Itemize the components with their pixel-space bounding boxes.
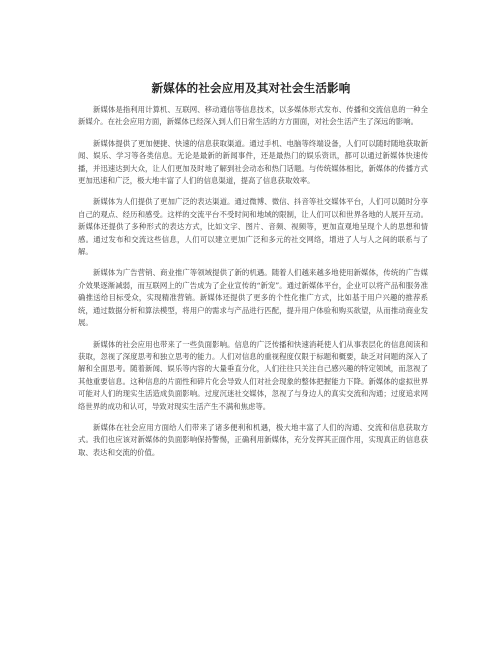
document-body (78, 104, 428, 468)
paragraph-negative-effects: 新媒体的社会应用也带来了一些负面影响。信息的广泛传播和快速消耗使人们从事表层化的信息阅读和获取，忽视了深度思考和独立思考的能力。人们对信息的重视程度仅限于标题和概要，缺乏对问题的深入了解和全面思考。随着新闻、娱乐等内容的大量垂直分化，人们往往只关注自己感兴趣的特定领域，而忽视了其他重要信息。这种信息的片面性和碎片化会导致人们对社会现象的整体把握能力下降。新媒体的虚拟世界可能对人们的现实生活造成负面影响。过度沉迷社交媒体，忽视了与身边人的真实交流和沟通；过度追求网络世界的成功和认可，导致对现实生活产生不满和焦虑等。 (78, 339, 428, 411)
paragraph-expression-channels: 新媒体为人们提供了更加广泛的表达渠道。通过微博、微信、抖音等社交媒体平台，人们可以随时分享自己的观点、经历和感受。这样的交流平台不受时间和地域的限制，让人们可以和世界各地的人展开互动。新媒体还提供了多种形式的表达方式，比如文字、图片、音频、视频等，更加直观地呈现个人的思想和情感。通过发布和交流这些信息，人们可以建立更加广泛和多元的社交网络，增进了人与人之间的联系与了解。 (78, 197, 428, 257)
paragraph-marketing: 新媒体为广告营销、商业推广等领域提供了新的机遇。随着人们越来越多地使用新媒体，传统的广告媒介效果逐渐减弱，而互联网上的广告成为了企业宣传的“新宠”。通过新媒体平台，企业可以将产品和服务准确推送给目标受众，实现精准营销。新媒体还提供了更多的个性化推广方式，比如基于用户兴趣的推荐系统，通过数据分析和算法模型，将用户的需求与产品进行匹配，提升用户体验和购买欲望，从而推动商业发展。 (78, 268, 428, 328)
document-title: 新媒体的社会应用及其对社会生活影响 (151, 81, 351, 95)
paragraph-intro: 新媒体是指利用计算机、互联网、移动通信等信息技术，以多媒体形式发布、传播和交流信息的一种全新媒介。在社会应用方面，新媒体已经深入到人们日常生活的方方面面，对社会生活产生了深远的影响。 (78, 105, 428, 127)
paragraph-information-access: 新媒体提供了更加便捷、快速的信息获取渠道。通过手机、电脑等终端设备，人们可以随时随地获取新闻、娱乐、学习等各类信息。无论是最新的新闻事件，还是最热门的娱乐资讯，都可以通过新媒体快速传播，并迅速达到大众，让人们更加及时地了解到社会动态和热门话题。与传统媒体相比，新媒体的传播方式更加迅速和广泛，极大地丰富了人们的信息渠道，提高了信息获取效率。 (78, 138, 428, 186)
paragraph-conclusion: 新媒体在社会应用方面给人们带来了诸多便利和机遇，极大地丰富了人们的沟通、交流和信息获取方式。我们也应该对新媒体的负面影响保持警惕，正确利用新媒体，充分发挥其正面作用，实现真正的信息获取、表达和交流的价值。 (78, 422, 428, 457)
